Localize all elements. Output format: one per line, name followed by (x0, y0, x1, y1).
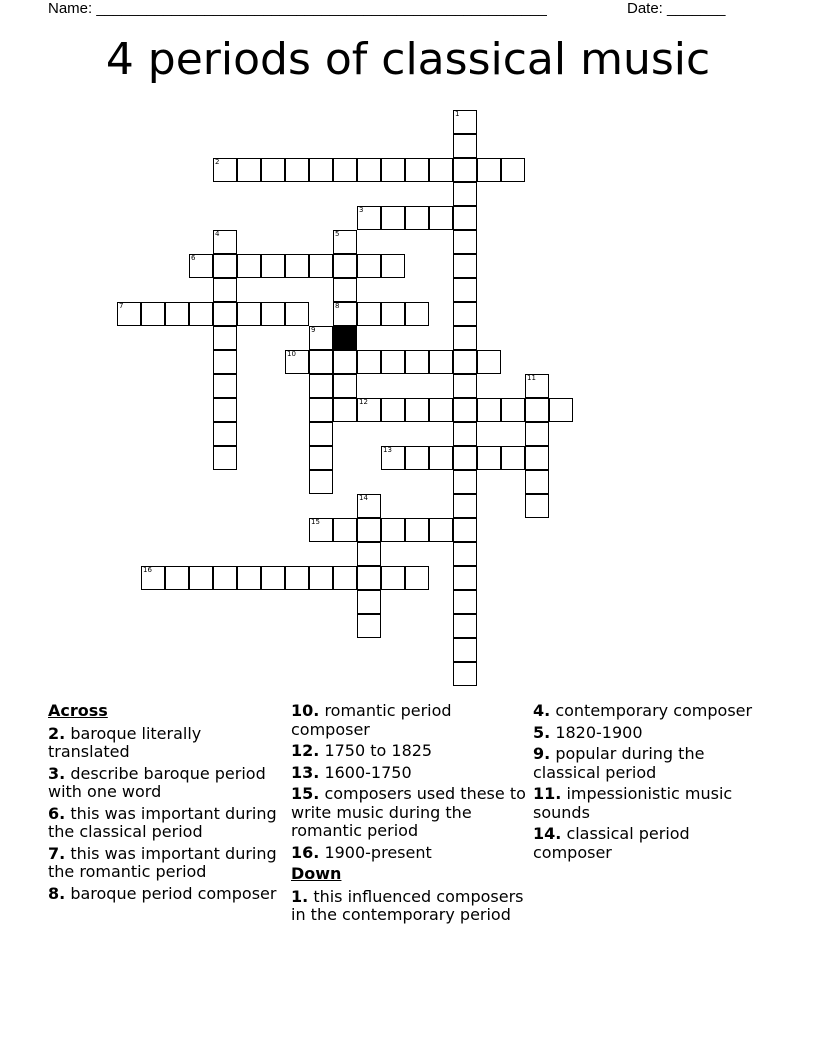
crossword-cell[interactable] (309, 446, 333, 470)
crossword-cell[interactable] (453, 422, 477, 446)
cell-number: 13 (383, 446, 392, 454)
crossword-cell[interactable] (333, 566, 357, 590)
date-field[interactable]: Date: _______ (627, 0, 726, 17)
clue-down-9: 9. popular during the classical period (533, 744, 705, 782)
crossword-cell[interactable] (261, 302, 285, 326)
crossword-cell[interactable] (237, 158, 261, 182)
crossword-cell[interactable] (477, 446, 501, 470)
crossword-cell[interactable] (237, 254, 261, 278)
crossword-cell[interactable] (285, 350, 309, 374)
crossword-cell[interactable] (237, 566, 261, 590)
clue-column-3 (533, 702, 771, 865)
page-title: 4 periods of classical music (105, 34, 711, 85)
crossword-cell[interactable] (189, 566, 213, 590)
crossword-cell[interactable] (429, 446, 453, 470)
crossword-cell[interactable] (357, 518, 381, 542)
crossword-cell[interactable] (309, 422, 333, 446)
down-heading: Down (291, 864, 342, 883)
crossword-cell[interactable] (141, 302, 165, 326)
crossword-cell[interactable] (357, 302, 381, 326)
crossword-cell[interactable] (453, 566, 477, 590)
cell-number: 3 (359, 206, 364, 214)
crossword-cell[interactable] (405, 518, 429, 542)
crossword-cell[interactable] (525, 422, 549, 446)
crossword-cell[interactable] (453, 662, 477, 686)
crossword-cell[interactable] (309, 326, 333, 350)
crossword-cell[interactable] (189, 254, 213, 278)
clue-across-12: 12. 1750 to 1825 (291, 741, 433, 760)
crossword-cell[interactable] (213, 350, 237, 374)
crossword-cell[interactable] (381, 566, 405, 590)
cell-number: 6 (191, 254, 196, 262)
crossword-cell[interactable] (309, 158, 333, 182)
crossword-cell[interactable] (357, 542, 381, 566)
crossword-cell[interactable] (477, 398, 501, 422)
crossword-cell[interactable] (165, 566, 189, 590)
crossword-cell[interactable] (453, 182, 477, 206)
crossword-cell[interactable] (213, 422, 237, 446)
crossword-cell[interactable] (453, 638, 477, 662)
cell-number: 16 (143, 566, 152, 574)
crossword-cell[interactable] (357, 494, 381, 518)
crossword-cell[interactable] (357, 590, 381, 614)
crossword-cell[interactable] (285, 158, 309, 182)
clue-down-11: 11. impessionistic music sounds (533, 784, 733, 822)
crossword-cell[interactable] (501, 398, 525, 422)
crossword-cell[interactable] (189, 302, 213, 326)
clue-across-10: 10. romantic period composer (291, 701, 452, 739)
crossword-cell[interactable] (453, 494, 477, 518)
crossword-cell[interactable] (405, 302, 429, 326)
crossword-cell[interactable] (501, 158, 525, 182)
cell-number: 7 (119, 302, 124, 310)
crossword-cell[interactable] (357, 614, 381, 638)
cell-number: 9 (311, 326, 316, 334)
clue-down-5: 5. 1820-1900 (533, 722, 643, 742)
crossword-cell[interactable] (453, 254, 477, 278)
crossword-cell[interactable] (453, 302, 477, 326)
crossword-cell[interactable] (357, 206, 381, 230)
crossword-cell[interactable] (405, 158, 429, 182)
clue-across-3: 3. describe baroque period with one word (48, 763, 266, 801)
crossword-cell[interactable] (525, 494, 549, 518)
crossword-cell[interactable] (285, 566, 309, 590)
crossword-cell[interactable] (453, 470, 477, 494)
clue-across-15: 15. composers used these to write music during the romantic period (291, 784, 526, 840)
crossword-cell[interactable] (357, 350, 381, 374)
clue-down-14: 14. classical period composer (533, 824, 690, 862)
cell-number: 8 (335, 302, 340, 310)
crossword-cell[interactable] (333, 398, 357, 422)
crossword-cell[interactable] (381, 446, 405, 470)
crossword-cell[interactable] (429, 206, 453, 230)
across-heading: Across (48, 701, 108, 720)
crossword-cell[interactable] (213, 254, 237, 278)
cell-number: 14 (359, 494, 368, 502)
crossword-cell[interactable] (213, 566, 237, 590)
crossword-cell[interactable] (213, 446, 237, 470)
crossword-cell[interactable] (381, 158, 405, 182)
crossword-cell[interactable] (165, 302, 189, 326)
crossword-cell[interactable] (309, 518, 333, 542)
crossword-cell[interactable] (453, 374, 477, 398)
crossword-cell[interactable] (453, 134, 477, 158)
crossword-cell[interactable] (309, 566, 333, 590)
crossword-cell[interactable] (381, 518, 405, 542)
crossword-cell[interactable] (453, 590, 477, 614)
crossword-cell[interactable] (261, 158, 285, 182)
cell-number: 5 (335, 230, 340, 238)
crossword-cell[interactable] (453, 158, 477, 182)
crossword-cell[interactable] (285, 254, 309, 278)
cell-number: 1 (455, 110, 460, 118)
crossword-cell[interactable] (453, 350, 477, 374)
crossword-cell[interactable] (405, 566, 429, 590)
crossword-cell[interactable] (405, 398, 429, 422)
crossword-cell[interactable] (333, 350, 357, 374)
crossword-cell[interactable] (525, 446, 549, 470)
crossword-cell[interactable] (429, 350, 453, 374)
crossword-cell[interactable] (285, 302, 309, 326)
crossword-cell[interactable] (453, 614, 477, 638)
crossword-cell[interactable] (453, 230, 477, 254)
crossword-cell[interactable] (261, 254, 285, 278)
crossword-cell[interactable] (213, 302, 237, 326)
crossword-cell[interactable] (213, 158, 237, 182)
crossword-cell[interactable] (405, 446, 429, 470)
crossword-cell[interactable] (405, 206, 429, 230)
clue-column-1 (48, 702, 286, 906)
crossword-cell[interactable] (381, 302, 405, 326)
crossword-cell[interactable] (453, 446, 477, 470)
crossword-cell[interactable] (525, 374, 549, 398)
crossword-cell[interactable] (453, 326, 477, 350)
clue-across-2: 2. baroque literally translated (48, 723, 202, 761)
clue-column-2 (291, 702, 529, 928)
crossword-cell[interactable] (381, 206, 405, 230)
cell-number: 2 (215, 158, 220, 166)
crossword-cell[interactable] (333, 302, 357, 326)
crossword-cell[interactable] (525, 470, 549, 494)
crossword-cell[interactable] (309, 374, 333, 398)
crossword-cell[interactable] (405, 350, 429, 374)
crossword-cell[interactable] (501, 446, 525, 470)
crossword-cell[interactable] (117, 302, 141, 326)
crossword-cell[interactable] (453, 110, 477, 134)
crossword-cell[interactable] (357, 254, 381, 278)
crossword-cell[interactable] (309, 398, 333, 422)
crossword-cell[interactable] (381, 398, 405, 422)
crossword-cell[interactable] (549, 398, 573, 422)
crossword-cell[interactable] (333, 230, 357, 254)
crossword-cell[interactable] (333, 254, 357, 278)
crossword-cell[interactable] (333, 374, 357, 398)
name-field[interactable]: Name: ______________________________________________________ (48, 0, 547, 17)
crossword-cell[interactable] (213, 374, 237, 398)
crossword-cell[interactable] (213, 278, 237, 302)
cell-number: 12 (359, 398, 368, 406)
clue-across-6: 6. this was important during the classical period (48, 803, 277, 841)
black-cell (333, 326, 357, 350)
clue-down-4: 4. contemporary composer (533, 701, 753, 720)
crossword-cell[interactable] (381, 350, 405, 374)
cell-number: 15 (311, 518, 320, 526)
crossword-cell[interactable] (429, 518, 453, 542)
crossword-cell[interactable] (477, 350, 501, 374)
crossword-cell[interactable] (141, 566, 165, 590)
cell-number: 4 (215, 230, 220, 238)
clue-across-13: 13. 1600-1750 (291, 762, 412, 782)
crossword-cell[interactable] (453, 398, 477, 422)
crossword-cell[interactable] (525, 398, 549, 422)
cell-number: 10 (287, 350, 296, 358)
cell-number: 11 (527, 374, 536, 382)
crossword-cell[interactable] (333, 158, 357, 182)
crossword-cell[interactable] (429, 398, 453, 422)
clue-across-16: 16. 1900-present (291, 842, 432, 862)
clue-down-1: 1. this influenced composers in the contemporary period (291, 886, 524, 924)
crossword-cell[interactable] (357, 566, 381, 590)
crossword-cell[interactable] (429, 158, 453, 182)
crossword-cell[interactable] (213, 398, 237, 422)
crossword-cell[interactable] (237, 302, 261, 326)
crossword-cell[interactable] (309, 254, 333, 278)
crossword-cell[interactable] (357, 398, 381, 422)
crossword-cell[interactable] (453, 278, 477, 302)
crossword-cell[interactable] (477, 158, 501, 182)
crossword-cell[interactable] (333, 278, 357, 302)
crossword-cell[interactable] (453, 206, 477, 230)
clue-across-8: 8. baroque period composer (48, 883, 277, 903)
crossword-cell[interactable] (309, 470, 333, 494)
crossword-cell[interactable] (453, 542, 477, 566)
clue-across-7: 7. this was important during the romantic period (48, 843, 277, 881)
crossword-cell[interactable] (453, 518, 477, 542)
crossword-cell[interactable] (381, 254, 405, 278)
crossword-cell[interactable] (333, 518, 357, 542)
crossword-cell[interactable] (357, 158, 381, 182)
crossword-cell[interactable] (213, 230, 237, 254)
crossword-cell[interactable] (213, 326, 237, 350)
crossword-cell[interactable] (261, 566, 285, 590)
crossword-cell[interactable] (309, 350, 333, 374)
